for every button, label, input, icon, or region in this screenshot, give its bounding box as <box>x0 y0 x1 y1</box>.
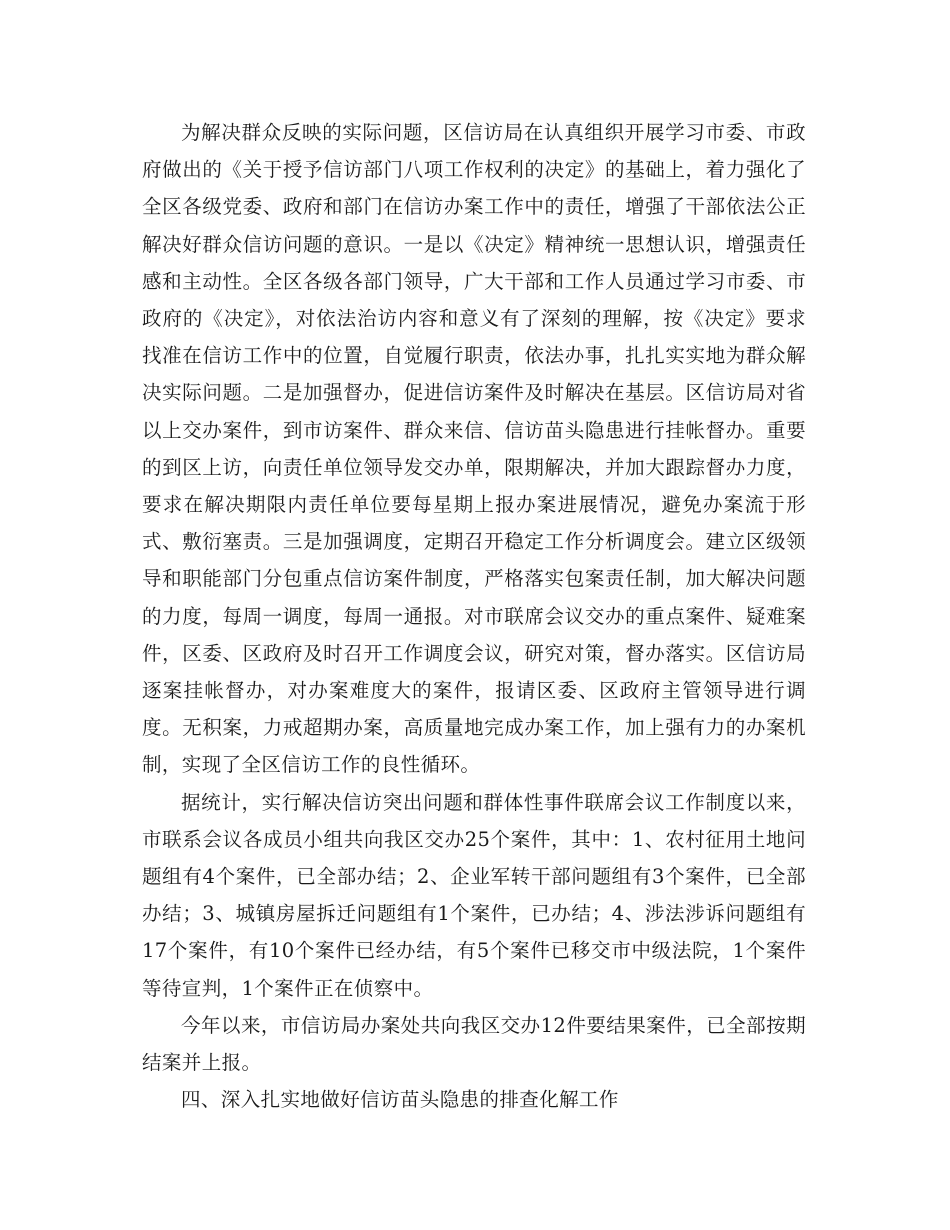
document-body <box>142 114 806 1118</box>
paragraph-statistics: 据统计，实行解决信访突出问题和群体性事件联席会议工作制度以来，市联系会议各成员小组共向我区交办25个案件，其中：1、农村征用土地问题组有4个案件，已全部办结；2、企业军转干部问题组有3个案件，已全部办结；3、城镇房屋拆迁问题组有1个案件，已办结；4、涉法涉诉问题组有17个案件，有10个案件已经办结，有5个案件已移交市中级法院，1个案件等待宣判，1个案件正在侦察中。 <box>142 790 806 1000</box>
paragraph-petition-handling: 为解决群众反映的实际问题，区信访局在认真组织开展学习市委、市政府做出的《关于授予信访部门八项工作权利的决定》的基础上，着力强化了全区各级党委、政府和部门在信访办案工作中的责任，增强了干部依法公正解决好群众信访问题的意识。一是以《决定》精神统一思想认识，增强责任感和主动性。全区各级各部门领导，广大干部和工作人员通过学习市委、市政府的《决定》，对依法治访内容和意义有了深刻的理解，按《决定》要求找准在信访工作中的位置，自觉履行职责，依法办事，扎扎实实地为群众解决实际问题。二是加强督办，促进信访案件及时解决在基层。区信访局对省以上交办案件，到市访案件、群众来信、信访苗头隐患进行挂帐督办。重要的到区上访，向责任单位领导发交办单，限期解决，并加大跟踪督办力度，要求在解决期限内责任单位要每星期上报办案进展情况，避免办案流于形式、敷衍塞责。三是加强调度，定期召开稳定工作分析调度会。建立区级领导和职能部门分包重点信访案件制度，严格落实包案责任制，加大解决问题的力度，每周一调度，每周一通报。对市联席会议交办的重点案件、疑难案件，区委、区政府及时召开工作调度会议，研究对策，督办落实。区信访局逐案挂帐督办，对办案难度大的案件，报请区委、区政府主管领导进行调度。无积案，力戒超期办案，高质量地完成办案工作，加上强有力的办案机制，实现了全区信访工作的良性循环。 <box>142 121 806 777</box>
section-heading-four: 四、深入扎实地做好信访苗头隐患的排查化解工作 <box>181 1088 619 1112</box>
paragraph-this-year-cases: 今年以来，市信访局办案处共向我区交办12件要结果案件，已全部按期结案并上报。 <box>142 1013 806 1075</box>
